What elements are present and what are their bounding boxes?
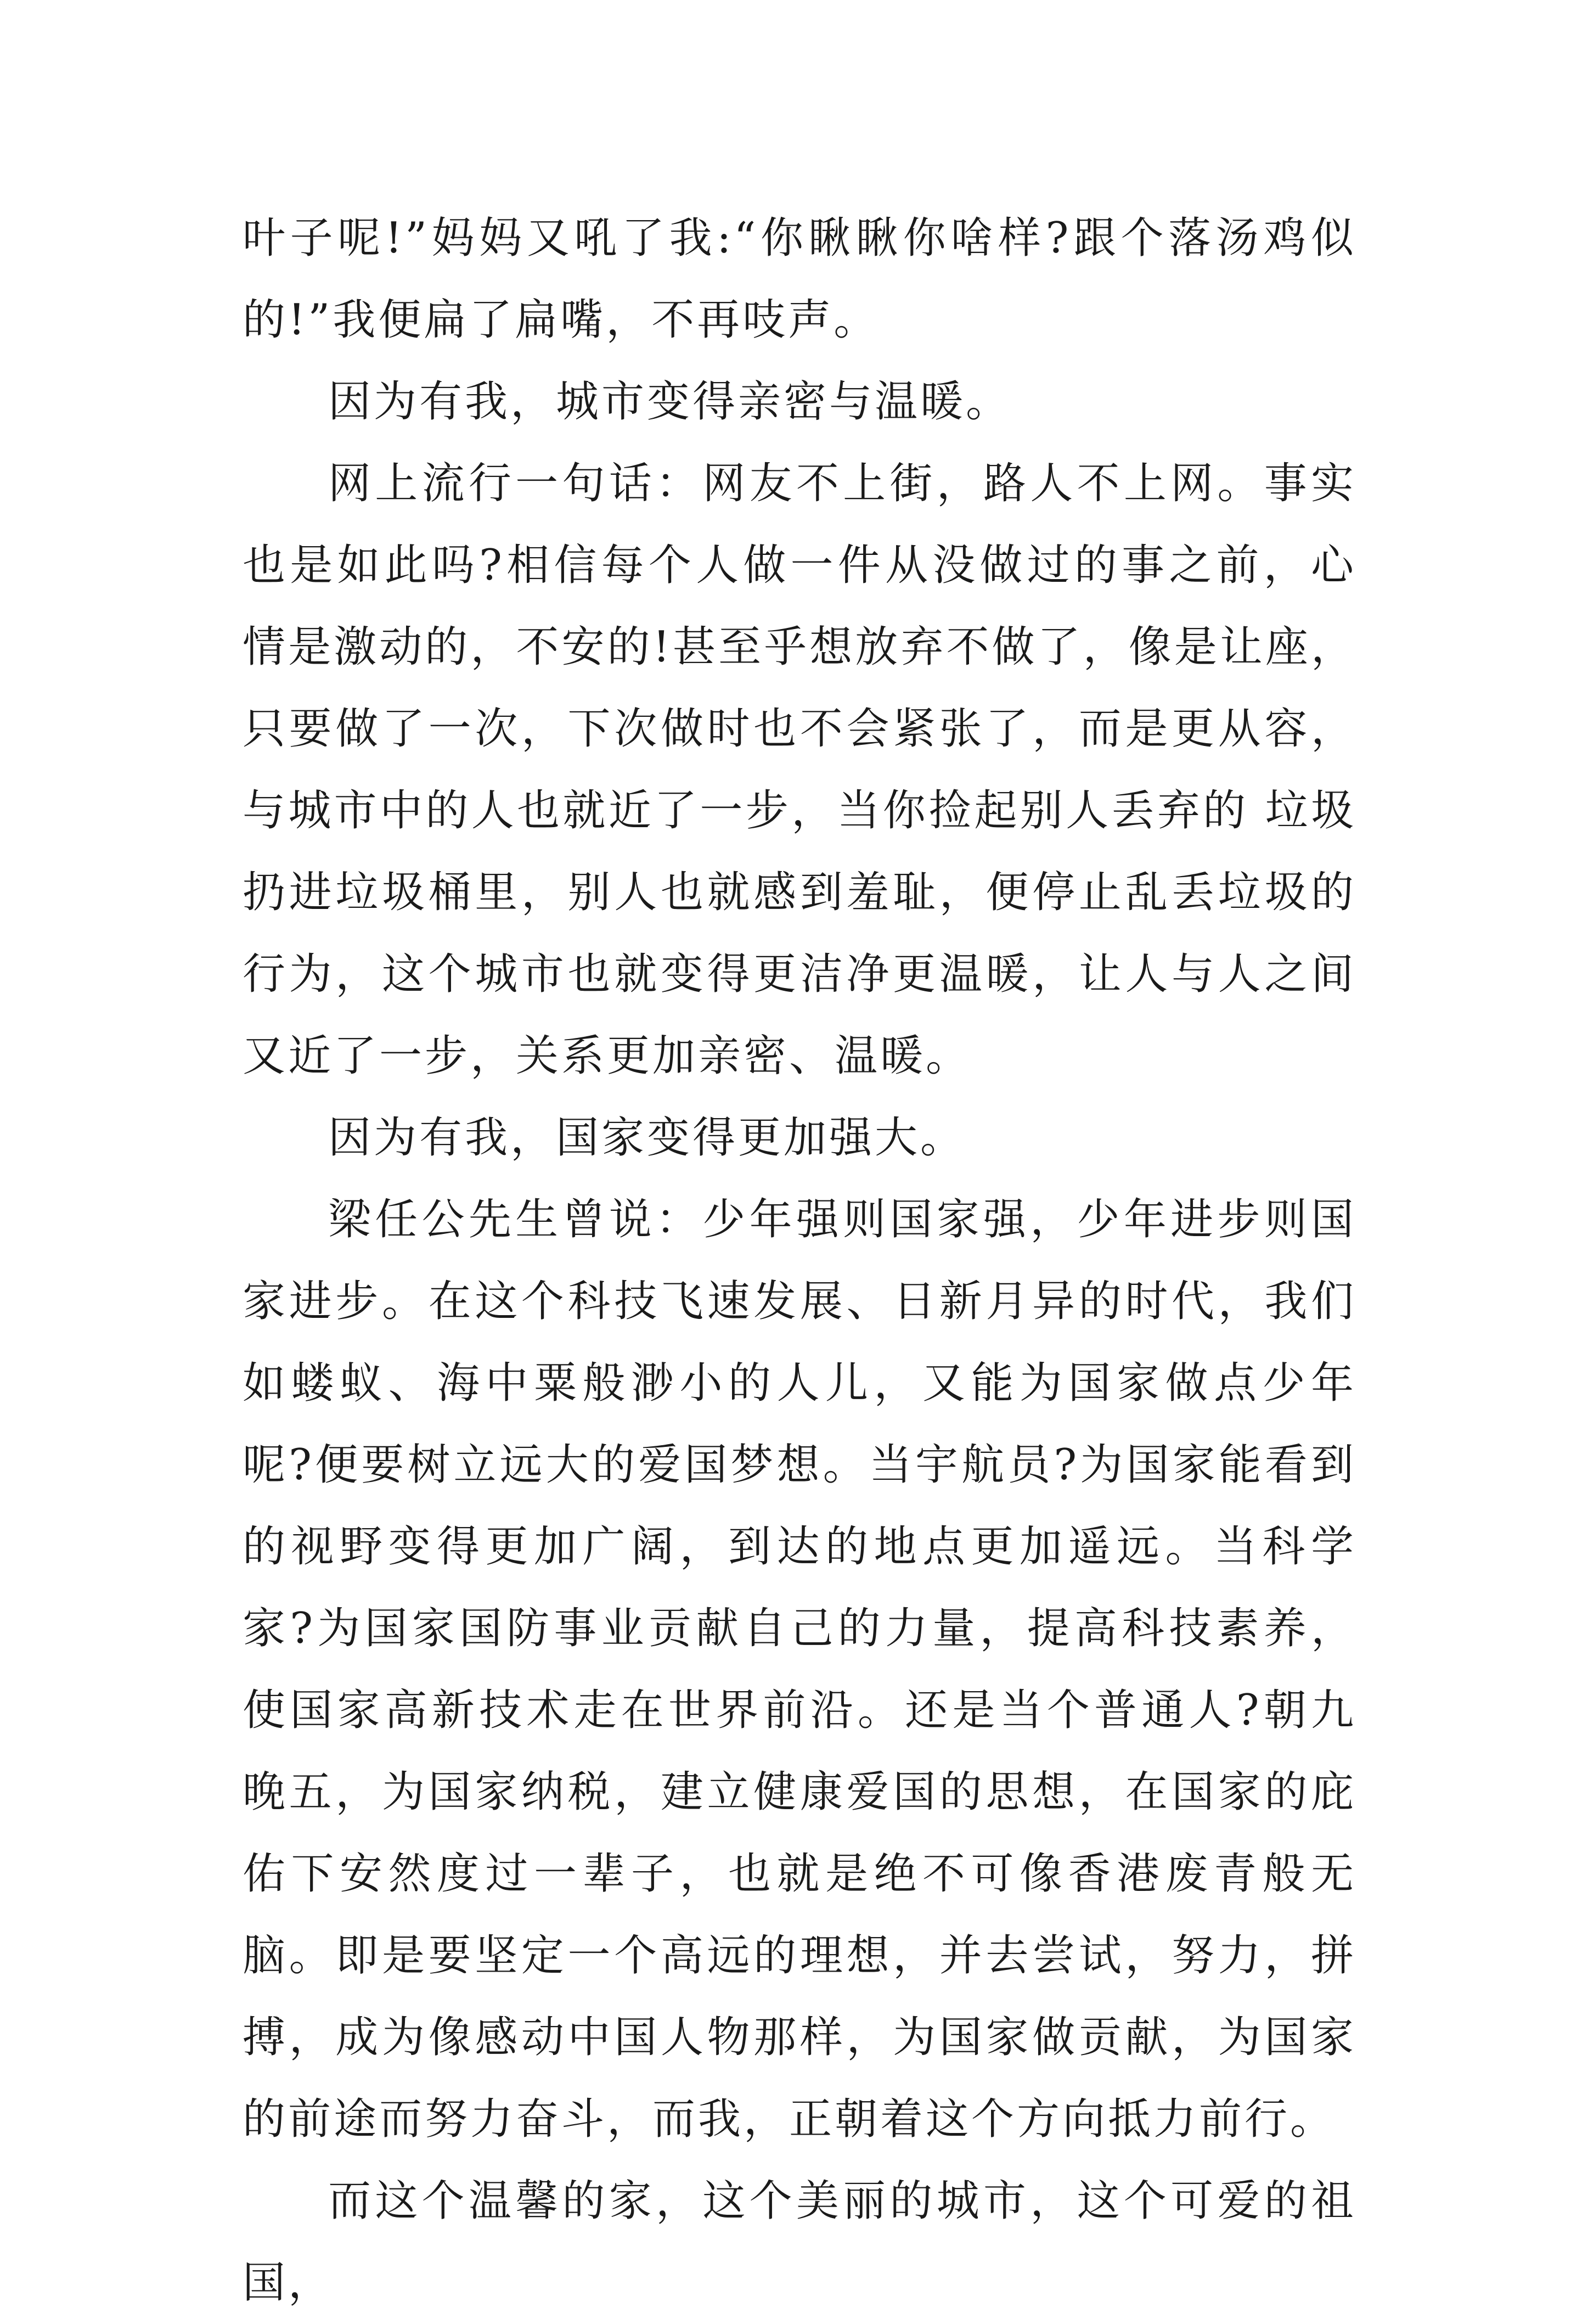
paragraph-heading-city: 因为有我，城市变得亲密与温暖。 [328,377,1012,426]
paragraph-continuation: 叶子呢!”妈妈又吼了我:“你瞅瞅你啥样?跟个落汤鸡似的!”我便扁了扁嘴，不再吱声。 [243,214,1356,345]
paragraph-city-body: 网上流行一句话：网友不上街，路人不上网。事实也是如此吗?相信每个人做一件从没做过的事之前，心情是激动的，不安的!甚至乎想放弃不做了，像是让座，只要做了一次，下次做时也不会紧张了，而是更从容，与城市中的人也就近了一步，当你捡起别人丢弃的 垃圾扔进垃圾桶里，别人也就感到羞耻，便停止乱丢垃圾的行为，这个城市也就变得更洁净更温暖，让人与人之间又近了一步，关系更加亲密、温暖。 [243,459,1356,1081]
paragraph-closing: 而这个温馨的家，这个美丽的城市，这个可爱的祖国， [243,2176,1356,2308]
paragraph-country-body: 梁任公先生曾说：少年强则国家强，少年进步则国家进步。在这个科技飞速发展、日新月异的时代，我们如蝼蚁、海中粟般渺小的人儿，又能为国家做点少年呢?便要树立远大的爱国梦想。当宇航员?为国家能看到的视野变得更加广阔，到达的地点更加遥远。当科学家?为国家国防事业贡献自己的力量，提高科技素养，使国家高新技术走在世界前沿。还是当个普通人?朝九晚五，为国家纳税，建立健康爱国的思想，在国家的庇佑下安然度过一辈子，也就是绝不可像香港废青般无脑。即是要坚定一个高远的理想，并去尝试，努力，拼搏，成为像感动中国人物那样，为国家做贡献，为国家的前途而努力奋斗，而我，正朝着这个方向抵力前行。 [243,1195,1356,2144]
paragraph-heading-country: 因为有我，国家变得更加强大。 [328,1113,966,1163]
essay-body [243,198,1356,2324]
